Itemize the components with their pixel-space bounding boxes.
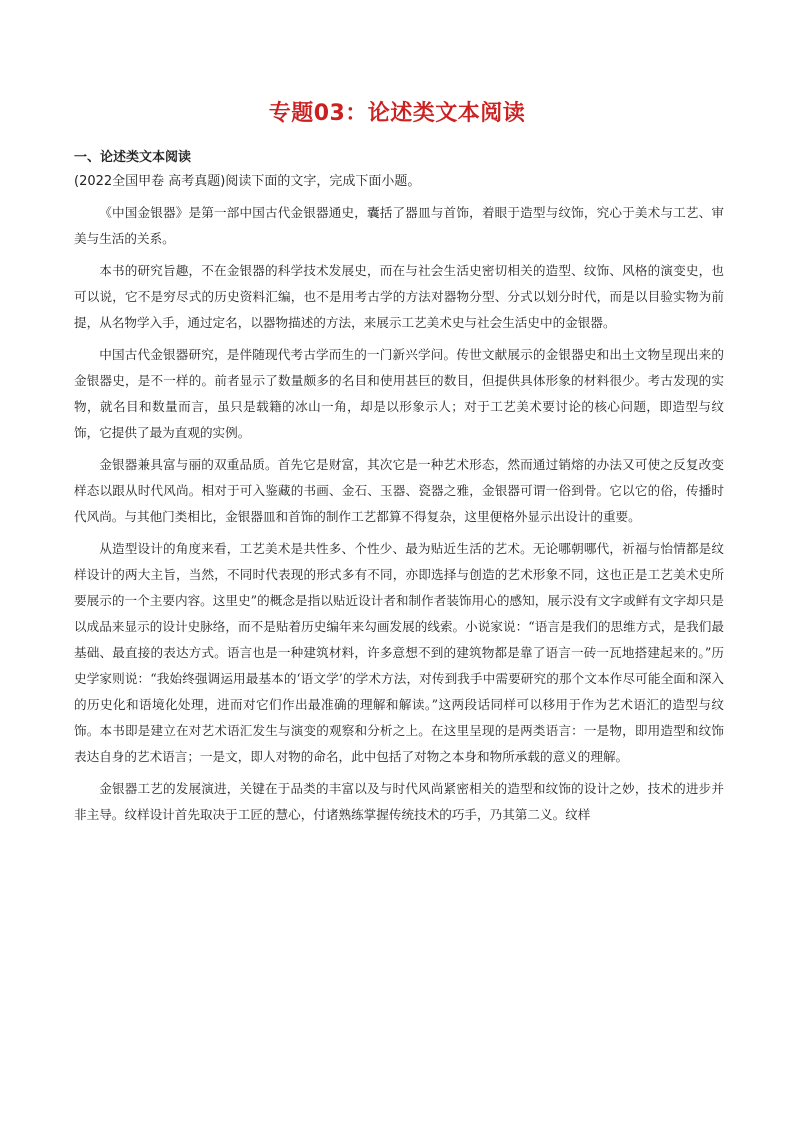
question-instruction: (2022全国甲卷 高考真题)阅读下面的文字，完成下面小题。 <box>74 174 421 189</box>
passage-paragraph: 金银器兼具富与丽的双重品质。首先它是财富，其次它是一种艺术形态，然而通过销熔的办法又可使之反复改变样态以跟从时代风尚。相对于可入鉴藏的书画、金石、玉器、瓷器之雅，金银器可谓一俗到骨。它以它的俗，传播时代风尚。与其他门类相比，金银器皿和首饰的制作工艺都算不得复杂，这里便格外显示出设计的重要。 <box>74 457 724 524</box>
passage-paragraph: 《中国金银器》是第一部中国古代金银器通史，囊括了器皿与首饰，着眼于造型与纹饰，究心于美术与工艺、审美与生活的关系。 <box>74 205 724 246</box>
reading-passage <box>74 200 724 834</box>
passage-paragraph: 中国古代金银器研究，是伴随现代考古学而生的一门新兴学问。传世文献展示的金银器史和出土文物呈现出来的金银器史，是不一样的。前者显示了数量颇多的名目和使用甚巨的数目，但提供具体形象的材料很少。考古发现的实物，就名目和数量而言，虽只是载籍的冰山一角，却是以形象示人；对于工艺美术要讨论的核心问题，即造型与纹饰，它提供了最为直观的实例。 <box>74 347 724 440</box>
passage-paragraph: 从造型设计的角度来看，工艺美术是共性多、个性少、最为贴近生活的艺术。无论哪朝哪代，祈福与怡情都是纹样设计的两大主旨，当然，不同时代表现的形式多有不同，亦即选择与创造的艺术形象不同，这也正是工艺美术史所要展示的一个主要内容。这里史”的概念是指以贴近设计者和制作者装饰用心的感知，展示没有文字或鲜有文字却只是以成品来显示的设计史脉络，而不是贴着历史编年来勾画发展的线索。小说家说：“语言是我们的思维方式，是我们最基础、最直接的表达方式。语言也是一种建筑材料，许多意想不到的建筑物都是靠了语言一砖一瓦地搭建起来的。”历史学家则说：“我始终强调运用最基本的‘语文学’的学术方法，对传到我手中需要研究的那个文本作尽可能全面和深入的历史化和语境化处理，进而对它们作出最准确的理解和解读。”这两段话同样可以移用于作为艺术语汇的造型与纹饰。本书即是建立在对艺术语汇发生与演变的观察和分析之上。在这里呈现的是两类语言：一是物，即用造型和纹饰表达自身的艺术语言；一是文，即人对物的命名，此中包括了对物之本身和物所承载的意义的理解。 <box>74 541 724 764</box>
passage-paragraph: 金银器工艺的发展演进，关键在于品类的丰富以及与时代风尚紧密相关的造型和纹饰的设计之妙，技术的进步并非主导。纹样设计首先取决于工匠的慧心，付诸熟练掌握传统技术的巧手，乃其第二义。纹样 <box>74 781 724 822</box>
passage-paragraph: 本书的研究旨趣，不在金银器的科学技术发展史，而在与社会生活史密切相关的造型、纹饰、风格的演变史，也可以说，它不是穷尽式的历史资料汇编，也不是用考古学的方法对器物分型、分式以划分时代，而是以目验实物为前提，从名物学入手，通过定名，以器物描述的方法，来展示工艺美术史与社会生活史中的金银器。 <box>74 263 724 330</box>
page-title: 专题03：论述类文本阅读 <box>268 101 526 126</box>
section-heading: 一、论述类文本阅读 <box>74 150 192 165</box>
